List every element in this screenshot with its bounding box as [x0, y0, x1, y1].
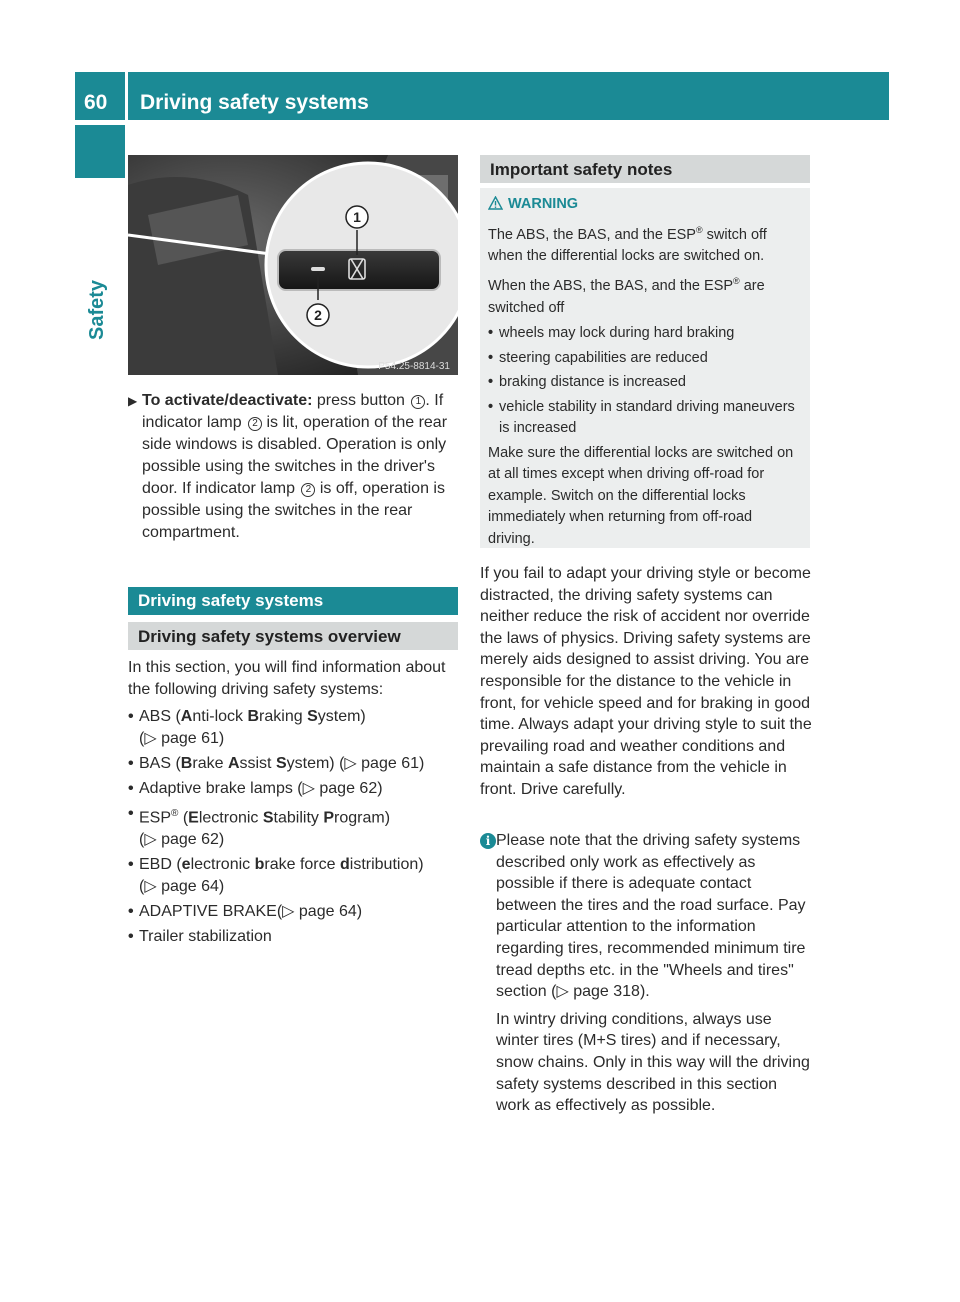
info-icon: i — [480, 833, 496, 849]
list-item: • ADAPTIVE BRAKE(▷ page 64) — [128, 901, 460, 923]
step-label: To activate/deactivate: — [142, 392, 313, 409]
callout-ref-2: 2 — [248, 417, 262, 431]
systems-list — [128, 706, 460, 951]
page-ref-link[interactable]: (▷ page 62) — [139, 831, 225, 849]
page-ref-link[interactable]: (▷ page 64) — [139, 878, 225, 896]
list-item: • ABS (Anti-lock Braking System) (▷ page 61) — [128, 706, 460, 750]
list-item: • wheels may lock during hard braking — [488, 323, 802, 345]
photo-code: P54.25-8814-31 — [378, 361, 450, 372]
list-item: • Adaptive brake lamps (▷ page 62) — [128, 778, 460, 800]
list-item: • ESP® (Electronic Stability Program) (▷ page 62) — [128, 803, 460, 851]
info-note — [480, 830, 812, 1123]
switch-photo — [128, 155, 458, 375]
subsection-heading-important-notes: Important safety notes — [480, 155, 810, 183]
callout-ref-2b: 2 — [301, 483, 315, 497]
warning-box — [480, 188, 810, 548]
side-tab-marker — [75, 125, 125, 178]
callout-ref-1: 1 — [411, 395, 425, 409]
warning-triangle-icon — [488, 196, 503, 210]
warning-title: WARNING — [488, 194, 802, 216]
warning-list — [488, 323, 802, 440]
callout-2: 2 — [314, 307, 322, 323]
list-item: • Trailer stabilization — [128, 926, 460, 948]
step-arrow-icon: ▶ — [128, 394, 138, 408]
overview-intro: In this section, you will find information about the following driving safety systems: — [128, 659, 446, 698]
list-item: • braking distance is increased — [488, 372, 802, 394]
warning-paragraph: Make sure the differential locks are switched on at all times except when driving off-road for example. Switch on the differential locks immediately when returning from off-road driving. — [488, 444, 794, 547]
callout-1: 1 — [353, 209, 361, 225]
list-item: • EBD (electronic brake force distribution) (▷ page 64) — [128, 854, 460, 898]
page-ref-link[interactable]: (▷ page 61) — [139, 730, 225, 747]
warning-paragraph: The ABS, the BAS, and the ESP® switch off when the differential locks are switched on. — [488, 224, 767, 264]
switch-illustration — [128, 155, 458, 375]
page-header-title: Driving safety systems — [128, 72, 889, 120]
warning-paragraph: When the ABS, the BAS, and the ESP® are switched off — [488, 276, 765, 316]
subsection-heading-overview: Driving safety systems overview — [128, 622, 458, 650]
note-paragraph: Please note that the driving safety systems described only work as effectively as possible if there is adequate contact between the tires and the road surface. Pay particular attention to the information regarding tires, recommended minimum tire tread depths etc. in the "Wheels and tires" section (▷ page 318). — [496, 832, 806, 1001]
page-number: 60 — [75, 72, 125, 120]
list-item: • BAS (Brake Assist System) (▷ page 61) — [128, 753, 460, 775]
list-item: • steering capabilities are reduced — [488, 348, 802, 370]
activate-instruction: ▶ To activate/deactivate: press button 1 . If indicator lamp 2 is lit, operation of the rear side windows is disabled. Operation is only possible using the switches in the driver's door. If indicator lamp 2 is off, operation is possible using the switches in the rear compartment. — [128, 392, 448, 541]
section-side-label: Safety — [86, 279, 108, 340]
list-item: • vehicle stability in standard driving maneuvers is increased — [488, 397, 802, 440]
section-heading-driving-safety: Driving safety systems — [128, 587, 458, 615]
note-paragraph: In wintry driving conditions, always use winter tires (M+S tires) and if necessary, snow chains. Only in this way will the driving safety systems described in this section work as effectively as possible. — [496, 1010, 810, 1115]
main-paragraph: If you fail to adapt your driving style or become distracted, the driving safety systems can neither reduce the risk of accident nor override the laws of physics. Driving safety systems are merely aids designed to assist driving. You are responsible for the distance to the vehicle in front, for vehicle speed and for braking in good time. Always adapt your driving style to suit the prevailing road and weather conditions and maintain a safe distance from the vehicle in front. Drive carefully. — [480, 565, 812, 798]
